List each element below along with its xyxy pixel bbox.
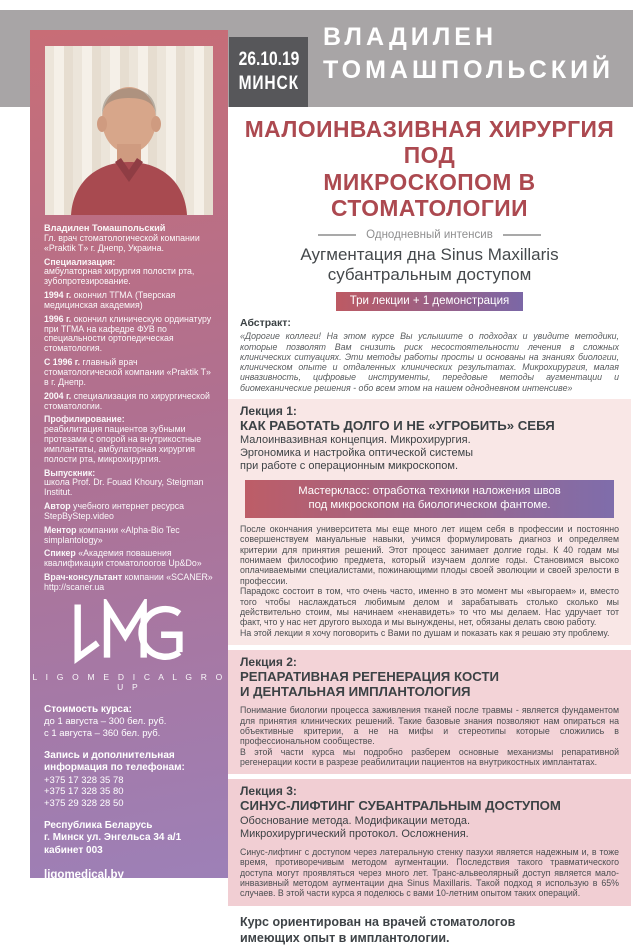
lecture-subtitle: Обоснование метода. Модификации метода. Микрохирургический протокол. Осложнения. — [240, 814, 471, 840]
bio-section: Выпускник: школа Prof. Dr. Fouad Khoury, Steigman Institut. — [44, 467, 204, 498]
event-city: МИНСК — [238, 73, 299, 94]
course-title: МАЛОИНВАЗИВНАЯ ХИРУРГИЯ ПОД МИКРОСКОПОМ В СТОМАТОЛОГИИ — [244, 116, 615, 221]
phone-number: +375 29 328 28 50 — [44, 797, 124, 809]
lecture-title: КАК РАБОТАТЬ ДОЛГО И НЕ «УГРОБИТЬ» СЕБЯ — [240, 418, 555, 434]
sidebar-info — [30, 692, 228, 899]
abstract-label: Абстракт: — [240, 317, 291, 330]
pricing: Стоимость курса: до 1 августа – 300 бел. руб. с 1 августа – 360 бел. руб. — [44, 703, 167, 739]
event-date: 26.10.19 — [238, 49, 299, 70]
lecture-subtitle: Малоинвазивная концепция. Микрохирургия. Эргономика и настройка оптической системы при работе с операционным микроскопом. — [240, 434, 474, 473]
lecture-1-block — [228, 399, 631, 645]
bio-position: Гл. врач стоматологической компании «Praktik T» г. Днепр, Украина. — [44, 232, 200, 253]
speaker-first-name: ВЛАДИЛЕН — [323, 23, 498, 51]
bio-section: 1996 г. окончил клиническую ординатуру при ТГМА на кафедре ФУВ по специальности ортопедическая стоматология. — [44, 313, 212, 354]
speaker-bio — [30, 215, 228, 593]
phone-number: +375 17 328 35 80 — [44, 786, 124, 798]
lecture-body: После окончания университета мы еще много лет ищем себя в профессии и постоянно совершенствуем мануальные навыки, учимся формулировать диагноз и определяем критерии для принятия решений. Этот процесс занимает долгие годы. К 40 годам мы понимаем философию предмета, который изучаем долгие годы. Становимся высоко оплачиваемыми специалистами, пожинающими плоды своей эволюции и своей зрелости в профессии. Парадокс состоит в том, что очень часто, именно в это момент мы «выгораем» и, вместо того чтобы наслаждаться любимым делом и зарабатывать столько сколько мы действительно стоим, мы начинаем «ненавидеть» то что мы делаем. Нас удручает тот факт, что у нас нет другого выхода и мы вынуждены, нет, обязаны делать свою работу. На этой лекции я хочу поговорить с Вами по душам и показать как я решаю эту проблему. — [240, 523, 619, 638]
bio-section: Ментор компании «Alpha-Bio Tec simplantology» — [44, 524, 180, 545]
bio-name: Владилен Томашпольский — [44, 223, 166, 233]
course-subtitle: Аугментация дна Sinus Maxillaris субантральным доступом — [300, 245, 559, 285]
sidebar — [30, 30, 228, 897]
lecture-3-block — [228, 779, 631, 905]
speaker-portrait-illustration — [45, 46, 213, 215]
event-date-box — [229, 37, 308, 107]
bio-section: Специализация: амбулаторная хирургия полости рта, зубопротезирование. — [44, 256, 195, 287]
email-link[interactable]: ligomedical@gmail.com — [44, 884, 176, 897]
phone-number: +375 17 328 35 78 — [44, 774, 124, 786]
lmg-logo-subtitle: L I G O M E D I C A L G R O U P — [32, 671, 226, 692]
divider-dash — [318, 234, 356, 236]
website-link[interactable]: ligomedical.by — [44, 868, 124, 881]
bio-section: 2004 г. специализация по хирургической стоматологии. — [44, 390, 210, 411]
lectures-count-badge: Три лекции + 1 демонстрация — [336, 292, 523, 311]
lmg-logo-icon — [63, 599, 195, 665]
lecture-body: Синус-лифтинг с доступом через латеральную стенку пазухи является надежным и, в тоже время, противоречивым методом аугментации. Последствия такого травматического доступа могут проявляться через много лет. Транс-альвеолярный доступ является мало-инвазивный методом аугментации дна Sinus Maxillaris. Такой подход я использую в 65% случаев. В этой части курса я поделюсь с вами 10-летним опытом таких операций. — [240, 846, 619, 899]
bio-section: Автор учебного интернет ресурса StepByStep.video — [44, 501, 185, 521]
lecture-title: СИНУС-ЛИФТИНГ СУБАНТРАЛЬНЫМ ДОСТУПОМ — [240, 798, 561, 814]
speaker-photo — [45, 46, 213, 215]
registration: Запись и дополнительная информация по телефонам: +375 17 328 35 78 +375 17 328 35 80 +375 29 328 28 50 — [44, 750, 214, 809]
bio-section: Врач-консультант компании «SCANER» http://scaner.ua — [44, 572, 213, 592]
bio-section: Профилирование: реабилитация пациентов зубными протезами с опорой на внутрикостные имплантаты, амбулаторная хирургия полости рта, микрохирургия. — [44, 414, 202, 464]
masterclass-badge: Мастеркласс: отработка техники наложения швов под микроскопом на биологическом фантоме. — [245, 480, 614, 518]
lecture-2-block — [228, 650, 631, 774]
lecture-title: РЕПАРАТИВНАЯ РЕГЕНЕРАЦИЯ КОСТИ И ДЕНТАЛЬНАЯ ИМПЛАНТОЛОГИЯ — [240, 669, 499, 700]
contacts — [44, 868, 214, 899]
abstract — [240, 317, 619, 393]
lmg-logo — [30, 599, 228, 692]
divider-dash — [503, 234, 541, 236]
main-content — [228, 107, 631, 946]
scaner-url[interactable]: http://scaner.ua — [44, 582, 105, 592]
course-audience-note: Курс ориентирован на врачей стоматологов имеющих опыт в имплантологии. — [240, 914, 516, 945]
speaker-name — [323, 21, 614, 87]
course-format: Однодневный интенсив — [228, 229, 631, 241]
speaker-last-name: ТОМАШПОЛЬСКИЙ — [323, 56, 615, 84]
address: Республика Беларусь г. Минск ул. Энгельса 34 а/1 кабинет 003 — [44, 820, 182, 856]
lecture-body: Понимание биологии процесса заживления тканей после травмы - является фундаментом для принятия клинических решений. Такие базовые знания позволяют нам опираться на объективные критерии, а не на мифы и стереотипы которые сложились в профессиональном сообществе. В этой части курса мы подробно разберем основные механизмы репаративной регенерации кости в разрезе реабилитации пациентов на внутрикостных имплантатах. — [240, 705, 619, 768]
abstract-text: «Дорогие коллеги! На этом курсе Вы услышите о подходах и увидите методики, которые позволят Вам снизить риск несостоятельности лечения в сложных клинических ситуациях. Эти методы работы просты и основаны на знаниях биологии, клиническом опыте и отдаленных клинических результатах. Микрохирургия, малая инвазивность, цифровые инструменты, передовые методы аугментации и биомеханические решения - обо всем этом на нашем однодневном интенсиве» — [240, 331, 619, 393]
bio-section: 1994 г. окончил ТГМА (Тверская медицинская академия) — [44, 290, 176, 310]
lecture-number: Лекция 2: — [240, 655, 297, 670]
lecture-number: Лекция 3: — [240, 784, 297, 799]
bio-section: С 1996 г. главный врач стоматологической компании «Praktik T» в г. Днепр. — [44, 357, 211, 387]
lecture-number: Лекция 1: — [240, 404, 297, 419]
bio-section: Спикер «Академия повашения квалификации стоматолоогов Up&Do» — [44, 548, 202, 569]
